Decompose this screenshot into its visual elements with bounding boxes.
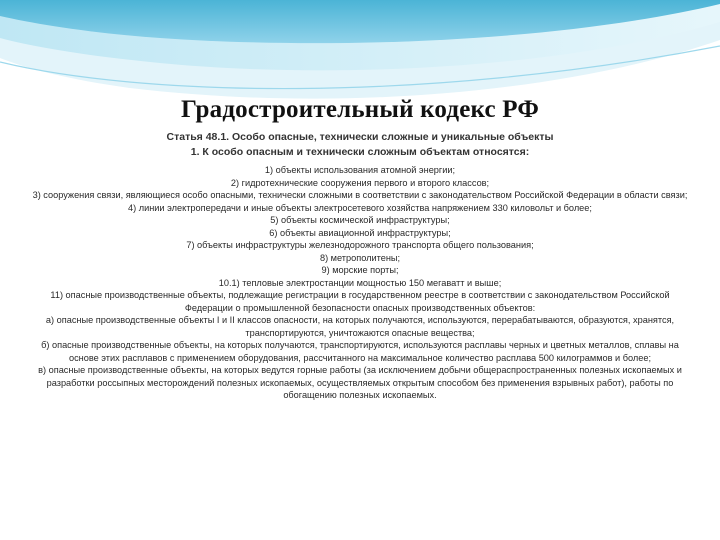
list-item: б) опасные производственные объекты, на которых получаются, транспортируются, используются расплавы черных и цветных металлов, сплавы на основе этих расплавов с применением оборудования, рассчитанного на максимальное количество расплава 500 килограммов и более; [41, 340, 679, 363]
list-item: 7) объекты инфраструктуры железнодорожного транспорта общего пользования; [186, 240, 534, 250]
list-item: 3) сооружения связи, являющиеся особо опасными, технически сложными в соответствии с законодательством Российской Федерации в области связи; [32, 190, 688, 200]
list-item: 6) объекты авиационной инфраструктуры; [269, 227, 451, 238]
objects-list [30, 164, 690, 402]
article-heading: Статья 48.1. Особо опасные, технически сложные и уникальные объекты [166, 131, 554, 143]
list-item: 1) объекты использования атомной энергии; [264, 165, 456, 175]
list-item: 4) линии электропередачи и иные объекты электросетевого хозяйства напряжением 330 киловольт и более; [128, 202, 592, 213]
list-item: 9) морские порты; [321, 265, 399, 275]
point-heading: 1. К особо опасным и технически сложным объектам относятся: [190, 146, 530, 158]
list-item: 2) гидротехнические сооружения первого и второго классов; [230, 177, 490, 188]
list-item: в) опасные производственные объекты, на которых ведутся горные работы (за исключением добычи общераспространенных полезных ископаемых и разработки россыпных месторождений полезных ископаемых, осуществляемых открытым способом без применения взрывных работ), работы по обогащению полезных ископаемых. [38, 365, 682, 400]
list-item: 8) метрополитены; [319, 252, 401, 263]
list-item: 11) опасные производственные объекты, подлежащие регистрации в государственном реестре в соответствии с законодательством Российской Федерации о промышленной безопасности опасных производственных объектов: [50, 290, 670, 313]
slide-title: Градостроительный кодекс РФ [180, 96, 539, 123]
list-item: 5) объекты космической инфраструктуры; [270, 215, 450, 225]
list-item: а) опасные производственные объекты I и II классов опасности, на которых получаются, используются, перерабатываются, образуются, хранятся, транспортируются, уничтожаются опасные вещества; [45, 315, 675, 338]
slide-content [30, 96, 690, 402]
list-item: 10.1) тепловые электростанции мощностью 150 мегаватт и выше; [218, 277, 502, 288]
